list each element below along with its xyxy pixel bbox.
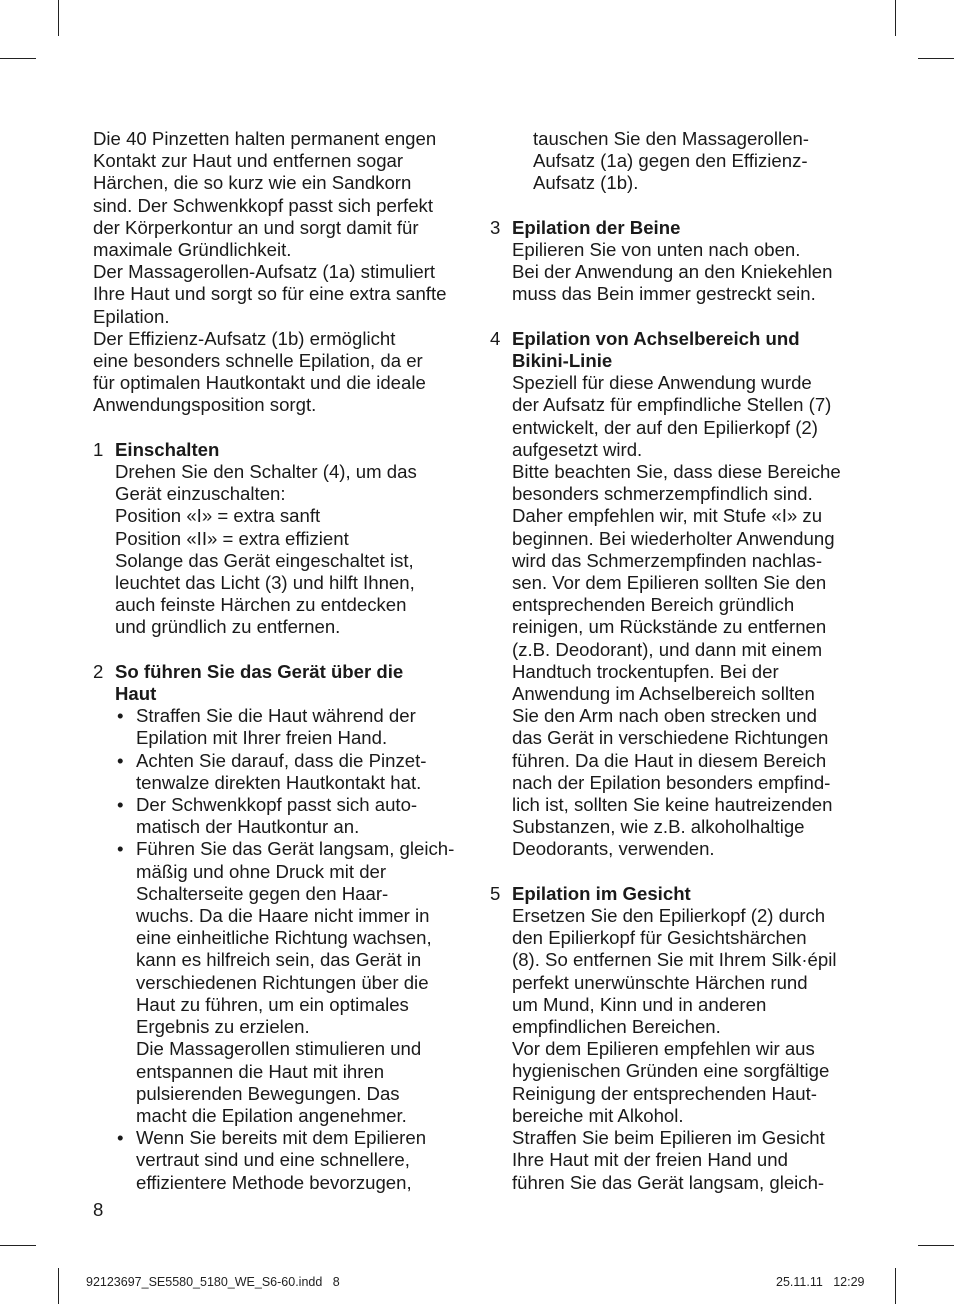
section-2-continuation — [490, 128, 870, 195]
intro-paragraph-efficiency-attachment: Der Effizienz-Aufsatz (1b) ermöglicht eine besonders schnelle Epilation, da er für optimalen Hautkontakt und die ideale Anwendungsposition sorgt. — [93, 327, 426, 416]
bullet-icon: • — [117, 749, 124, 771]
left-column — [93, 128, 473, 1194]
spacer — [490, 195, 870, 217]
crop-mark-bottom-right-horizontal — [918, 1245, 954, 1246]
section-heading: So führen Sie das Gerät über die Haut — [115, 660, 404, 705]
crop-mark-top-right-horizontal — [918, 58, 954, 59]
section-heading: Epilation der Beine — [512, 216, 681, 238]
bullet-icon: • — [117, 705, 124, 727]
bullet-icon: • — [117, 1127, 124, 1149]
crop-mark-bottom-left-vertical — [58, 1268, 59, 1304]
list-item — [115, 705, 473, 749]
section-body: Ersetzen Sie den Epilierkopf (2) durch den Epilierkopf für Gesichtshärchen (8). So entfernen Sie mit Ihrem Silk·épil perfekt unerwünschte Härchen rund um Mund, Kinn und in anderen empfindlichen Bereichen. Vor dem Epilieren empfehlen wir aus hygienischen Gründen eine sorgfältige Reinigung der entsprechenden Haut- bereiche mit Alkohol. Straffen Sie beim Epilieren im Gesicht Ihre Haut mit der freien Hand und führen Sie das Gerät langsam, gleich- — [512, 905, 837, 1193]
list-item — [115, 750, 473, 794]
bullet-list — [115, 705, 473, 1193]
footer-datetime: 25.11.11 12:29 — [776, 1275, 865, 1289]
section-number: 4 — [490, 327, 501, 349]
section-heading: Epilation von Achselbereich und Bikini-Linie — [512, 327, 800, 371]
spacer — [490, 861, 870, 883]
section-number: 1 — [93, 438, 104, 460]
spacer — [93, 417, 473, 439]
section-number: 3 — [490, 216, 501, 238]
crop-mark-top-left-horizontal — [0, 58, 36, 59]
section-body: Drehen Sie den Schalter (4), um das Gerät einzuschalten: Position «I» = extra sanft Position «II» = extra effizient Solange das Gerät eingeschaltet ist, leuchtet das Licht (3) und hilft Ihnen, auch feinste Härchen zu entdecken und gründlich zu entfernen. — [115, 461, 417, 638]
crop-mark-top-right-vertical — [895, 0, 896, 36]
list-item — [115, 1127, 473, 1194]
intro-paragraph-massage-attachment: Der Massagerollen-Aufsatz (1a) stimuliert Ihre Haut und sorgt so für eine extra sanfte Epilation. — [93, 261, 447, 327]
section-body: Speziell für diese Anwendung wurde der Aufsatz für empfindliche Stellen (7) entwickelt, der auf den Epilierkopf (2) aufgesetzt wird. Bitte beachten Sie, dass diese Bereiche besonders schmerzempfindlich sind. Daher empfehlen wir, mit Stufe «I» zu beginnen. Bei wiederholter Anwendung wird das Schmerzempfinden nachlas- sen. Vor dem Epilieren sollten Sie den entsprechenden Bereich gründlich reinigen, um Rückstände zu entfernen (z.B. Deodorant), und dann mit einem Handtuch trockentupfen. Bei der Anwendung im Achselbereich sollten Sie den Arm nach oben strecken und das Gerät in verschiedene Richtungen führen. Da die Haut in diesem Bereich nach der Epilation besonders empfind- lich ist, sollten Sie keine hautreizenden Substanzen, wie z.B. alkoholhaltige Deodorants, verwenden. — [512, 372, 841, 860]
list-item — [115, 794, 473, 838]
spacer — [490, 306, 870, 328]
section-heading: Einschalten — [115, 438, 220, 460]
list-item-text: Der Schwenkkopf passt sich auto- matisch der Hautkontur an. — [136, 794, 418, 838]
intro-paragraph-tweezers: Die 40 Pinzetten halten permanent engen Kontakt zur Haut und entfernen sogar Härchen, die so kurz wie ein Sandkorn sind. Der Schwenkkopf passt sich perfekt der Körperkontur an und sorgt damit für maximale Gründlichkeit. — [93, 128, 437, 261]
crop-mark-bottom-left-horizontal — [0, 1245, 36, 1246]
list-item-text: Wenn Sie bereits mit dem Epilieren vertraut sind und eine schnellere, effizientere Methode bevorzugen, — [136, 1127, 427, 1193]
crop-mark-bottom-right-vertical — [895, 1268, 896, 1304]
bullet-icon: • — [117, 838, 124, 860]
list-item-text: Straffen Sie die Haut während der Epilation mit Ihrer freien Hand. — [136, 705, 416, 749]
section-body: Epilieren Sie von unten nach oben. Bei der Anwendung an den Kniekehlen muss das Bein immer gestreckt sein. — [512, 239, 833, 305]
section-number: 2 — [93, 660, 104, 682]
bullet-icon: • — [117, 794, 124, 816]
section-2-guiding-device — [93, 661, 473, 1194]
section-1-switch-on — [93, 439, 473, 639]
crop-mark-top-left-vertical — [58, 0, 59, 36]
list-item — [115, 838, 473, 1127]
right-column — [490, 128, 870, 1194]
list-item-text: Führen Sie das Gerät langsam, gleich- mäßig und ohne Druck mit der Schalterseite gegen den Haar- wuchs. Da die Haare nicht immer in eine einheitliche Richtung wachsen, kann es hilfreich sein, das Gerät in verschiedenen Richtungen über die Haut zu führen, um ein optimales Ergebnis zu erzielen. Die Massagerollen stimulieren und entspannen die Haut mit ihren pulsierenden Bewegungen. Das macht die Epilation angenehmer. — [136, 838, 455, 1126]
page-number: 8 — [93, 1199, 104, 1220]
section-5-face — [490, 883, 870, 1194]
list-item-text: Achten Sie darauf, dass die Pinzet- tenwalze direkten Hautkontakt hat. — [136, 749, 427, 793]
footer-file-slug: 92123697_SE5580_5180_WE_S6-60.indd 8 — [86, 1275, 340, 1289]
spacer — [93, 639, 473, 661]
section-4-underarm-bikini — [490, 328, 870, 861]
section-heading: Epilation im Gesicht — [512, 882, 691, 904]
section-number: 5 — [490, 882, 501, 904]
continued-text: tauschen Sie den Massagerollen- Aufsatz (1a) gegen den Effizienz- Aufsatz (1b). — [533, 128, 809, 194]
section-3-legs — [490, 217, 870, 306]
